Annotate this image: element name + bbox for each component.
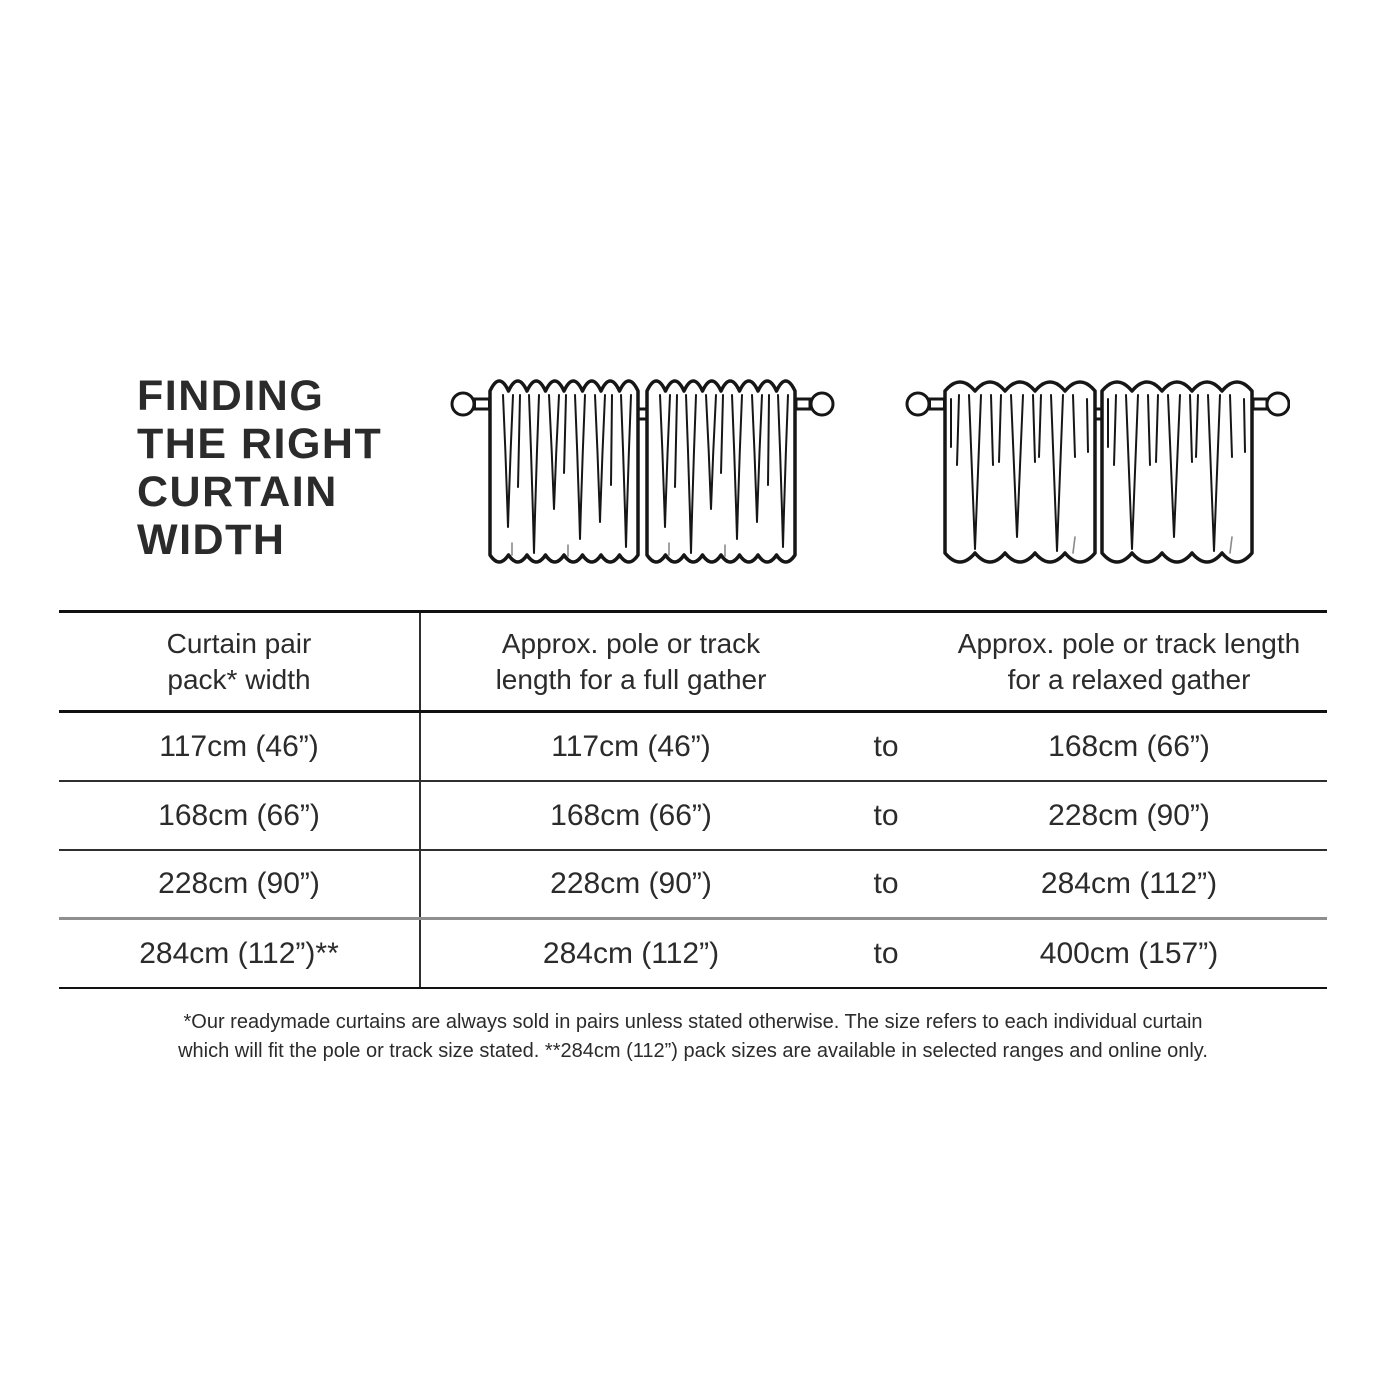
relaxed-gather-cell: 168cm (66”)	[1048, 729, 1210, 763]
footnote-line-1: *Our readymade curtains are always sold in pairs unless stated otherwise. The size refers to each individual curtain	[183, 1011, 1203, 1033]
relaxed-gather-cell: 228cm (90”)	[1048, 798, 1210, 832]
full-gather-cell: 117cm (46”)	[551, 729, 711, 763]
title-line-3: CURTAIN	[137, 468, 338, 516]
pole-finial-icon	[452, 393, 474, 415]
curtain-full-gather-illustration	[450, 377, 835, 575]
header-full-gather-line-1: Approx. pole or track	[501, 627, 761, 659]
full-gather-cell: 168cm (66”)	[550, 798, 712, 832]
table-row	[59, 713, 1327, 782]
title-line-1: FINDING	[137, 372, 325, 420]
relaxed-gather-cell: 284cm (112”)	[1040, 867, 1218, 900]
pack-width-cell: 117cm (46”)	[59, 713, 421, 780]
header-relaxed-gather-line-1: Approx. pole or track length	[957, 627, 1301, 659]
title-line-4: WIDTH	[137, 516, 286, 564]
to-label: to	[873, 936, 899, 970]
title-line-2: THE RIGHT	[137, 420, 383, 468]
header-pack-width	[59, 613, 421, 710]
table-header-row	[59, 613, 1327, 713]
to-label: to	[873, 729, 899, 763]
size-table	[59, 610, 1327, 989]
pack-width-cell: 168cm (66”)	[59, 782, 421, 849]
curtain-relaxed-gather-illustration	[905, 377, 1290, 575]
footnote	[59, 1008, 1327, 1066]
header-spacer	[841, 613, 931, 710]
header-pack-width-line-2: pack* width	[167, 663, 311, 695]
table-row	[59, 851, 1327, 920]
to-label: to	[873, 798, 899, 832]
pole-finial-icon	[811, 393, 833, 415]
footnote-line-2: which will fit the pole or track size stated. **284cm (112”) pack sizes are available in selected ranges and online only.	[178, 1040, 1208, 1062]
header-full-gather	[421, 613, 841, 710]
header-full-gather-line-2: length for a full gather	[495, 663, 767, 695]
table-row	[59, 920, 1327, 989]
header-pack-width-line-1: Curtain pair	[166, 627, 312, 659]
full-gather-cell: 228cm (90”)	[550, 867, 712, 900]
pack-width-cell: 284cm (112”)**	[59, 920, 421, 987]
pole-finial-icon	[907, 393, 929, 415]
header-relaxed-gather-line-2: for a relaxed gather	[1007, 663, 1251, 695]
pole-finial-icon	[1267, 393, 1289, 415]
relaxed-gather-cell: 400cm (157”)	[1039, 936, 1219, 970]
to-label: to	[873, 867, 899, 900]
page-title	[137, 372, 382, 564]
table-row	[59, 782, 1327, 851]
header-relaxed-gather	[931, 613, 1327, 710]
full-gather-cell: 284cm (112”)	[542, 936, 720, 970]
pack-width-cell: 228cm (90”)	[59, 851, 421, 917]
